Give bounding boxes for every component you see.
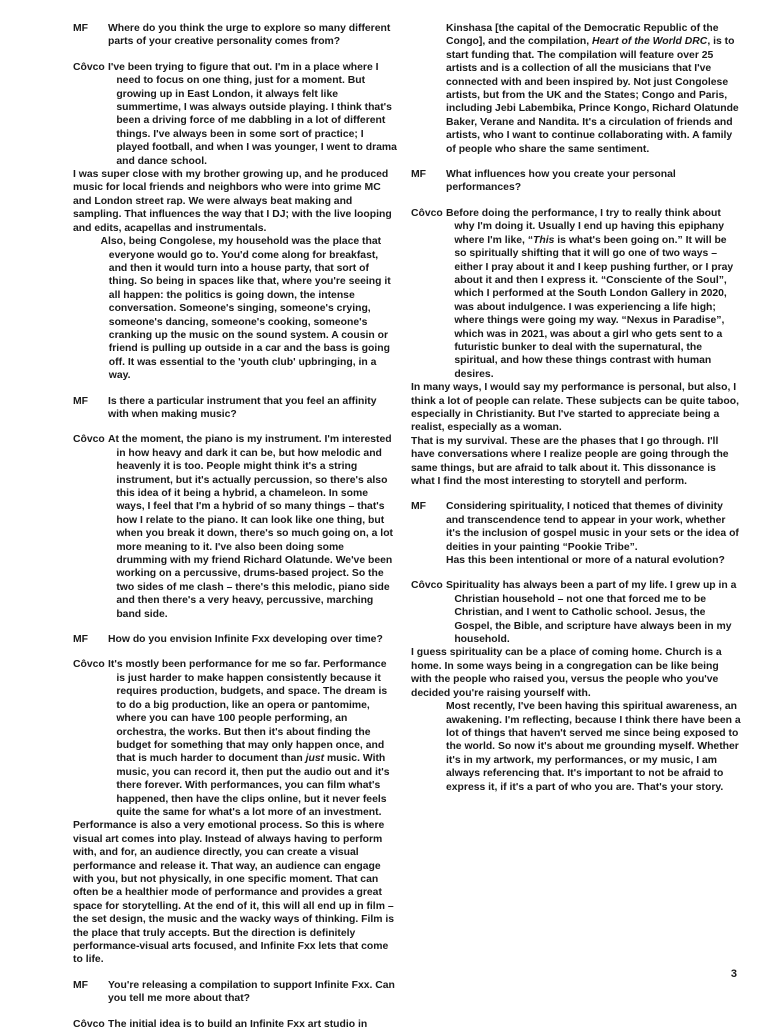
answer-text-part: Kinshasa [the capital of the Democratic Republic of the Congo], and the compilation, — [446, 23, 719, 48]
page-number: 3 — [730, 968, 737, 980]
question-text: What influences how you create your personal performances? — [446, 169, 676, 194]
body-paragraph: In many ways, I would say my performance is personal, but also, I think a lot of people can relate. These subjects can be quite taboo, especially in Christianity. But I've started to appreciate being a realist, especially as a woman. — [411, 382, 739, 434]
question-text: How do you envision Infinite Fxx developing over time? — [108, 634, 383, 646]
speaker-label: Côvco — [411, 207, 443, 219]
body-paragraph: That is my survival. These are the phases that I go through. I'll have conversations where I realize people are going through the same things, but are afraid to talk about it. This dissonance is what I find the most interesting to storytell and perform. — [411, 435, 729, 487]
question-text-part: Has this been intentional or more of a natural evolution? — [446, 555, 725, 567]
emphasis-text: just — [305, 753, 325, 765]
question-text: You're releasing a compilation to support Infinite Fxx. Can you tell me more about that? — [108, 979, 395, 1005]
speaker-label: MF — [73, 395, 89, 407]
speaker-label: Côvco — [73, 659, 105, 671]
speaker-label: MF — [73, 979, 89, 991]
answer-text-part: music. With music, you can record it, then put the audio out and it's there forever. With performances, you can film what's happened, then have the clips online, but it never feels quite the same for what's a lot more of an investment. — [116, 753, 390, 818]
question-text: Is there a particular instrument that you feel an affinity with when making music? — [108, 395, 377, 420]
question-block — [411, 500, 741, 567]
right-column — [411, 22, 741, 794]
body-paragraph: Also, being Congolese, my household was the place that everyone would go to. You'd come along for breakfast, and then it would turn into a house party, that sort of thing. So being in spaces like that, where you're seeing it all happen: the politics is going down, the intense conversation. Someone's singing, someone's crying, someone's dancing, someone's cooking, someone's cranking up the music on the sound system. A cousin or friend is pulling up outside in a car and the bass is going off. It was essential to the 'youth club' upbringing, in a way. — [100, 236, 391, 382]
answer-block — [411, 579, 741, 646]
body-paragraph: Most recently, I've been having this spiritual awareness, an awakening. I'm reflecting, because I think there have been a lot of things that haven't served me since being exposed to the world. So now it's about me grounding myself. Whether it's in my artwork, my performances, or my music, I am always referencing that. It's important to not be afraid to express it, if it's a part of who you are. That's your story. — [446, 701, 741, 793]
question-text: Where do you think the urge to explore so many different parts of your creative personality comes from? — [108, 23, 391, 48]
speaker-label: MF — [73, 23, 89, 34]
answer-block — [73, 61, 397, 168]
answer-block — [73, 433, 397, 621]
speaker-label: Côvco — [73, 1018, 105, 1030]
answer-text-part: It's mostly been performance for me so far. Performance is just harder to make happen consistently because it requires production, budgets, and space. The dream is to do a big production, like an opera or pantomime, where you can have 100 people performing, an orchestra, the works. But then it's about finding the budget for something that may only happen once, and that is much harder to document than — [108, 659, 388, 765]
answer-text-part: is what's been going on.” It will be so spiritually shifting that it will go one of two ways – either I pray about it and I keep pushing further, or I pray about it and then I express it. “Consciente of the Soul”, which I performed at the South London Gallery in 2020, was about indulgence. I was experiencing a life high; where things were going my way. “Nexus in Paradise”, which was in 2021, was about a girl who gets sent to a futuristic bunker to deal with the supernatural, the spiritual, and how these things contrast with human desires. — [454, 234, 734, 380]
answer-continuation — [411, 22, 741, 156]
speaker-label: MF — [73, 634, 89, 646]
speaker-label: MF — [411, 501, 427, 513]
answer-block — [73, 658, 397, 819]
body-paragraph: Performance is also a very emotional process. So this is where visual art comes into play. Instead of always having to perform with, and for, an audience directly, you can create a visual performance and release it. That way, an audience can engage with you, but not physically, in one specific moment. That can often be a healthier mode of performance and provides a great space for storytelling. At the end of it, this will all end up in film – the set design, the music and the wacky ways of thinking. Film is the place that truly accepts. But the direction is definitely performance-visual arts focused, and Infinite Fxx lets that come to life. — [73, 820, 395, 966]
question-text-part: Considering spirituality, I noticed that themes of divinity and transcendence tend to appear in your work, whether it's the inclusion of gospel music in your sets or the idea of deities in your painting “Pookie Tribe”. — [446, 501, 739, 553]
answer-block — [411, 207, 741, 381]
answer-text: The initial idea is to build an Infinite Fxx art studio in — [108, 1018, 368, 1030]
answer-text-part: , is to start funding that. The compilation will feature over 25 artists and is a collection of all the musicians that I've connected with and been inspired by. Not just Congolese artists, but from the UK and the States; Congo and Paris, including Jebi Labembika, Prince Kongo, Richard Olatunde Baker, Verane and Nandita. It's a circulation of friends and artists, who I want to continue collaborating with. A family of people who share the same sentiment. — [446, 36, 739, 155]
speaker-label: MF — [411, 169, 427, 181]
question-block — [411, 168, 741, 195]
question-text — [446, 500, 741, 567]
left-column — [73, 22, 397, 1031]
speaker-label: Côvco — [73, 61, 105, 73]
answer-text: Spirituality has always been a part of my life. I grew up in a Christian household – not one that forced me to be Christian, and I went to Catholic school. Jesus, the Gospel, the Bible, and scripture have always been in my household. — [446, 580, 737, 646]
emphasis-text: This — [533, 234, 555, 246]
answer-text — [108, 658, 397, 819]
answer-text: I've been trying to figure that out. I'm in a place where I need to focus on one thing, just for a moment. But growing up in East London, it always felt like summertime, I was always outside playing. I think that's been a driving force of me dabbling in a lot of different things. I've always been in some sort of practice; I played football, and when I was younger, I went to drama and dance school. — [108, 61, 397, 167]
question-block — [73, 22, 397, 49]
answer-block — [73, 1018, 397, 1031]
speaker-label: Côvco — [411, 580, 443, 592]
speaker-label: Côvco — [73, 434, 105, 446]
answer-text-part: Before doing the performance, I try to really think about why I'm doing it. Usually I end up having this epiphany where I'm like, “ — [446, 207, 725, 246]
question-block — [73, 395, 397, 422]
body-paragraph: I guess spirituality can be a place of coming home. Church is a home. In some ways being in a congregation can be like being with the people who raised you, versus the people who you've decided you're raising yourself with. — [411, 647, 722, 699]
question-block — [73, 633, 397, 646]
answer-text: At the moment, the piano is my instrument. I'm interested in how heavy and dark it can be, but how melodic and heavenly it is too. People might think it's a string instrument, but it's actually percussion, so there's also this idea of it being a hybrid, a chameleon. In some ways, I feel that I'm a hybrid of so many things – that's how I relate to the piano. It can look like one thing, but when you break it down, there's so much going on, a lot more meaning to it. I've also been doing some drumming with my friend Richard Olatunde. We've been working on a percussive, drums-based project. So the two sides of me clash – there's this melodic, piano side and then there's a very heavy, percussive, marching band side. — [108, 434, 394, 620]
answer-text — [446, 207, 741, 381]
body-paragraph: I was super close with my brother growing up, and he produced music for local friends and neighbors who were into grime MC and London street rap. We were always beat making and sampling. That influences the way that I DJ; with the live looping and edits, acapellas and instrumentals. — [73, 169, 392, 234]
emphasis-text: Heart of the World DRC — [592, 36, 708, 48]
